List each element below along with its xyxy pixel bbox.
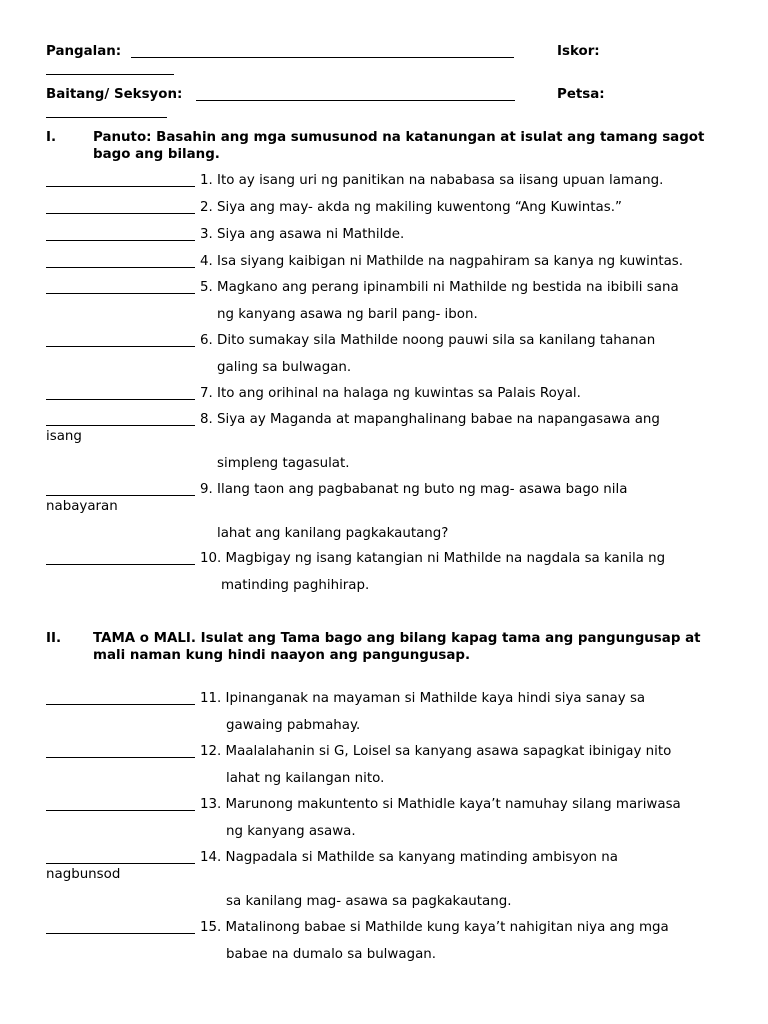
question-wrap-text: isang xyxy=(46,429,82,444)
name-label: Pangalan: xyxy=(46,44,122,59)
answer-blank[interactable] xyxy=(46,483,195,496)
answer-blank[interactable] xyxy=(46,692,195,705)
answer-blank[interactable] xyxy=(46,228,195,241)
question-text: 9. Ilang taon ang pagbabanat ng buto ng mag- asawa bago nila xyxy=(200,482,628,497)
answer-blank[interactable] xyxy=(46,798,195,811)
question-continuation: lahat ng kailangan nito. xyxy=(226,771,385,786)
question-text: 1. Ito ay isang uri ng panitikan na nababasa sa iisang upuan lamang. xyxy=(200,173,664,188)
answer-blank[interactable] xyxy=(46,174,195,187)
name-blank[interactable] xyxy=(131,45,514,58)
question-text: 2. Siya ang may- akda ng makiling kuwentong “Ang Kuwintas.” xyxy=(200,200,622,215)
question-wrap-text: nabayaran xyxy=(46,499,118,514)
score-blank[interactable] xyxy=(46,62,174,75)
grade-section-blank[interactable] xyxy=(196,88,515,101)
question-text: 13. Marunong makuntento si Mathidle kaya’t namuhay silang mariwasa xyxy=(200,797,681,812)
question-continuation: matinding paghihirap. xyxy=(221,578,370,593)
question-text: 10. Magbigay ng isang katangian ni Mathilde na nagdala sa kanila ng xyxy=(200,551,666,566)
question-text: 3. Siya ang asawa ni Mathilde. xyxy=(200,227,405,242)
question-wrap-text: nagbunsod xyxy=(46,867,121,882)
question-continuation: galing sa bulwagan. xyxy=(217,360,352,375)
answer-blank[interactable] xyxy=(46,201,195,214)
question-text: 6. Dito sumakay sila Mathilde noong pauwi sila sa kanilang tahanan xyxy=(200,333,656,348)
answer-blank[interactable] xyxy=(46,921,195,934)
question-text: 7. Ito ang orihinal na halaga ng kuwintas sa Palais Royal. xyxy=(200,386,581,401)
question-text: 12. Maalalahanin si G, Loisel sa kanyang asawa sapagkat ibinigay nito xyxy=(200,744,672,759)
question-continuation: ng kanyang asawa ng baril pang- ibon. xyxy=(217,307,478,322)
question-continuation: lahat ang kanilang pagkakautang? xyxy=(217,526,449,541)
question-continuation: babae na dumalo sa bulwagan. xyxy=(226,947,437,962)
answer-blank[interactable] xyxy=(46,851,195,864)
question-continuation: simpleng tagasulat. xyxy=(217,456,350,471)
question-continuation: ng kanyang asawa. xyxy=(226,824,356,839)
question-text: 15. Matalinong babae si Mathilde kung kaya’t nahigitan niya ang mga xyxy=(200,920,669,935)
score-label: Iskor: xyxy=(557,44,600,59)
answer-blank[interactable] xyxy=(46,745,195,758)
section1-instructions: Panuto: Basahin ang mga sumusunod na katanungan at isulat ang tamang sagot bago ang bilang. xyxy=(93,130,705,162)
answer-blank[interactable] xyxy=(46,552,195,565)
question-text: 4. Isa siyang kaibigan ni Mathilde na nagpahiram sa kanya ng kuwintas. xyxy=(200,254,684,269)
grade-section-label: Baitang/ Seksyon: xyxy=(46,87,183,102)
section1-numeral: I. xyxy=(46,130,57,145)
section2-instructions: TAMA o MALI. Isulat ang Tama bago ang bilang kapag tama ang pangungusap at mali naman kung hindi naayon ang pangungusap. xyxy=(93,631,701,663)
question-text: 8. Siya ay Maganda at mapanghalinang babae na napangasawa ang xyxy=(200,412,660,427)
date-blank[interactable] xyxy=(46,105,167,118)
question-text: 14. Nagpadala si Mathilde sa kanyang matinding ambisyon na xyxy=(200,850,618,865)
question-text: 11. Ipinanganak na mayaman si Mathilde kaya hindi siya sanay sa xyxy=(200,691,646,706)
question-text: 5. Magkano ang perang ipinambili ni Mathilde ng bestida na ibibili sana xyxy=(200,280,679,295)
answer-blank[interactable] xyxy=(46,281,195,294)
answer-blank[interactable] xyxy=(46,334,195,347)
answer-blank[interactable] xyxy=(46,387,195,400)
date-label: Petsa: xyxy=(557,87,605,102)
question-continuation: sa kanilang mag- asawa sa pagkakautang. xyxy=(226,894,512,909)
answer-blank[interactable] xyxy=(46,413,195,426)
question-continuation: gawaing pabmahay. xyxy=(226,718,361,733)
section2-numeral: II. xyxy=(46,631,62,646)
answer-blank[interactable] xyxy=(46,255,195,268)
